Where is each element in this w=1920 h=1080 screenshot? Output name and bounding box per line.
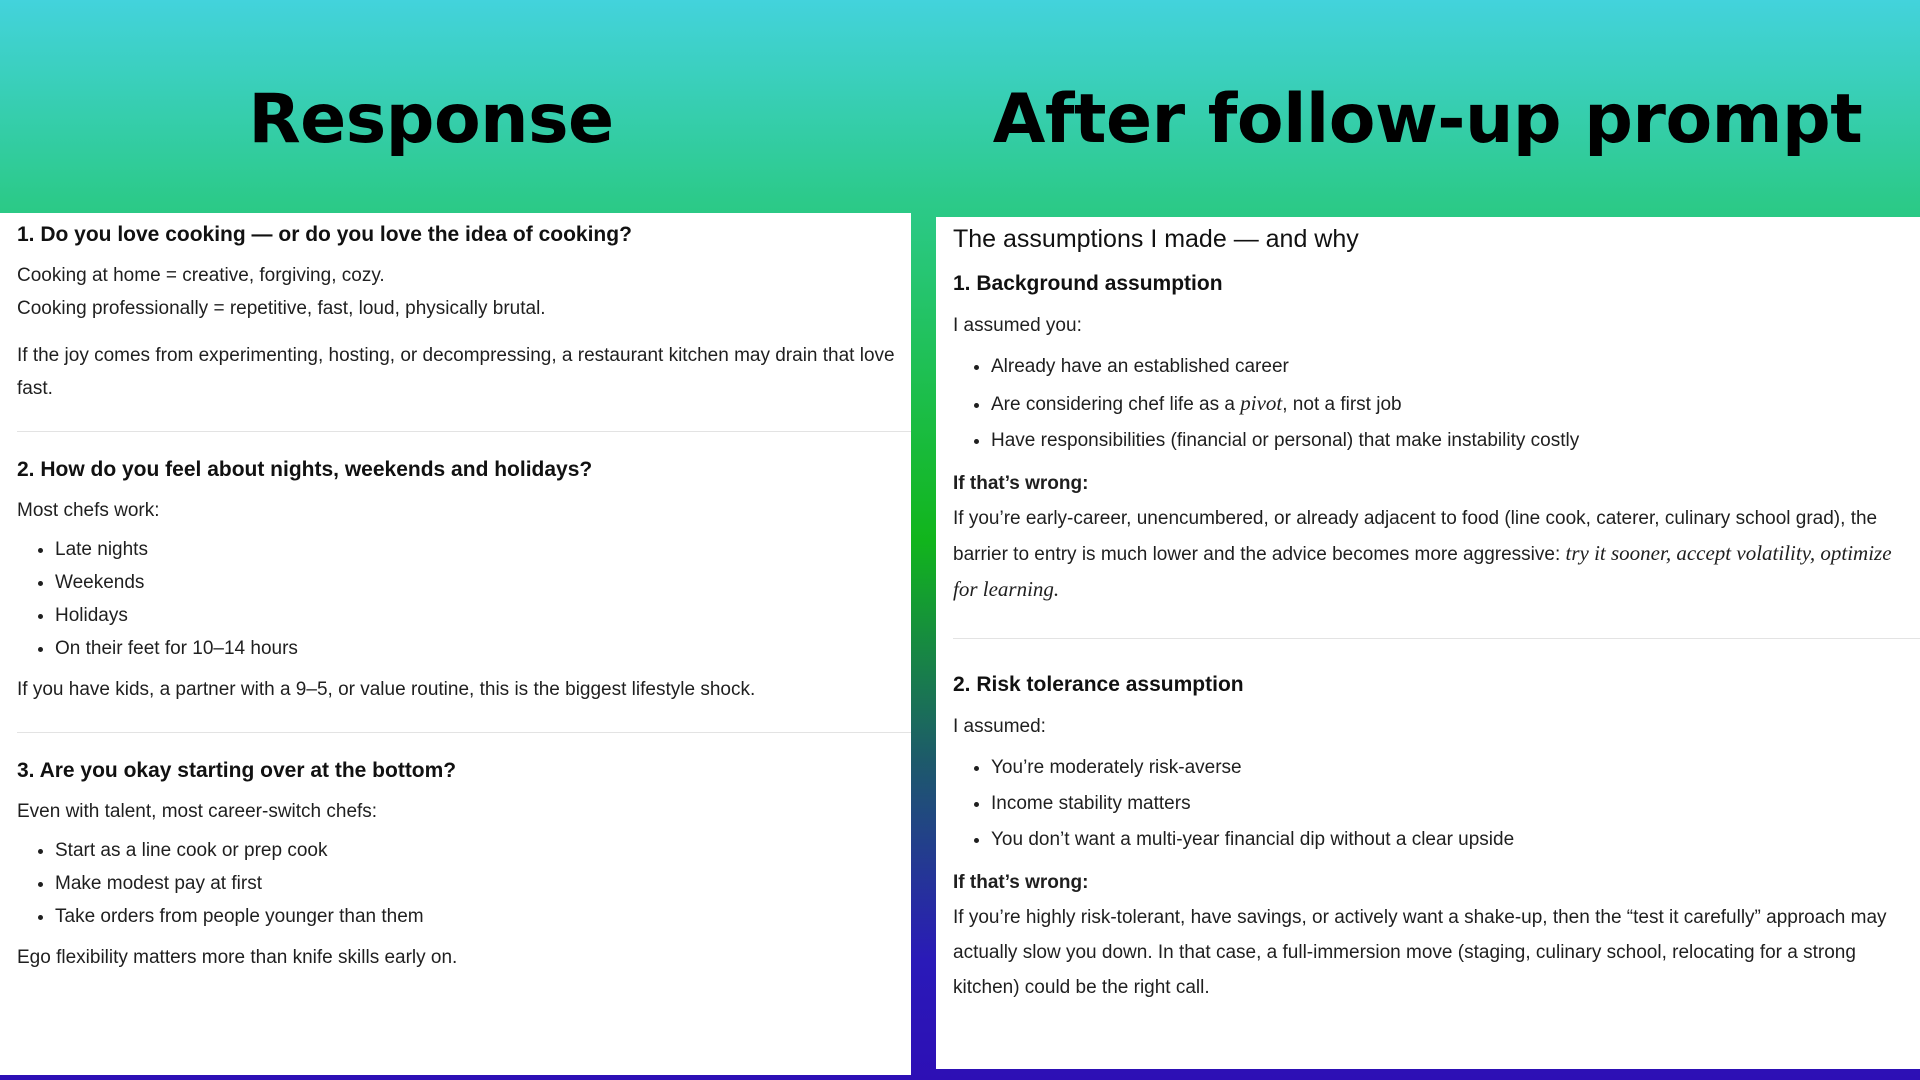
section-paragraph: Ego flexibility matters more than knife skills early on. (17, 947, 458, 968)
if-wrong-label: If that’s wrong: (953, 473, 1089, 494)
bullet-list (953, 349, 1910, 459)
if-wrong-paragraph: If you’re highly risk-tolerant, have savings, or actively want a shake-up, then the “test it carefully” approach may actually slow you down. In that case, a full-immersion move (staging, culinary school, relocating for a strong kitchen) could be the right call. (953, 907, 1887, 998)
section-title: 1. Background assumption (953, 272, 1223, 295)
section-intro: Even with talent, most career-switch chefs: (17, 801, 378, 822)
follow-up-panel (936, 217, 1920, 1069)
list-item: • Already have an established career (991, 349, 1910, 385)
text-line: Cooking at home = creative, forgiving, cozy. (17, 265, 385, 286)
section-title: 2. How do you feel about nights, weekends and holidays? (17, 458, 593, 481)
section-intro: I assumed: (953, 716, 1046, 737)
list-item: • You’re moderately risk-averse (991, 750, 1910, 786)
list-item: • Late nights (55, 533, 901, 566)
list-item (991, 385, 1910, 423)
list-item: • Income stability matters (991, 786, 1910, 822)
list-item: • On their feet for 10–14 hours (55, 632, 901, 665)
bullet-list (17, 533, 901, 665)
section-nights-weekends (17, 458, 911, 706)
if-wrong-label: If that’s wrong: (953, 872, 1089, 893)
list-item: • Make modest pay at first (55, 867, 901, 900)
section-paragraph: If the joy comes from experimenting, hosting, or decompressing, a restaurant kitchen may drain that love fast. (17, 345, 895, 399)
list-item: • Start as a line cook or prep cook (55, 834, 901, 867)
list-item: • You don’t want a multi-year financial dip without a clear upside (991, 822, 1910, 858)
section-background-assumption (953, 272, 1920, 608)
section-title: 2. Risk tolerance assumption (953, 673, 1244, 696)
list-item: • Holidays (55, 599, 901, 632)
section-paragraph: If you have kids, a partner with a 9–5, or value routine, this is the biggest lifestyle shock. (17, 679, 756, 700)
section-intro: I assumed you: (953, 315, 1082, 336)
section-intro: Most chefs work: (17, 500, 160, 521)
if-wrong-paragraph (953, 501, 1910, 608)
list-item: • Weekends (55, 566, 901, 599)
section-title: 3. Are you okay starting over at the bottom? (17, 759, 457, 782)
emphasis-text: try it sooner, accept volatility, optimize for learning. (953, 541, 1892, 601)
paragraph-text: If you’re early-career, unencumbered, or already adjacent to food (line cook, caterer, culinary school grad), the barrier to entry is much lower and the advice becomes more aggressive: (953, 508, 1878, 565)
panel-title: The assumptions I made — and why (953, 225, 1359, 253)
list-item: • Have responsibilities (financial or personal) that make instability costly (991, 423, 1910, 459)
divider (17, 732, 911, 733)
text-line: Cooking professionally = repetitive, fast, loud, physically brutal. (17, 298, 546, 319)
bullet-list (953, 750, 1910, 858)
section-starting-over (17, 759, 911, 974)
heading-response: Response (248, 80, 614, 159)
section-risk-tolerance (953, 673, 1920, 1005)
list-item: • Take orders from people younger than them (55, 900, 901, 933)
emphasis-text: pivot (1240, 391, 1283, 415)
list-item-text: , not a first job (1282, 394, 1402, 415)
response-panel (0, 213, 911, 1075)
heading-after-follow-up: After follow-up prompt (992, 80, 1863, 159)
bullet-list (17, 834, 901, 933)
divider (953, 638, 1920, 639)
section-love-cooking (17, 223, 911, 405)
section-title: 1. Do you love cooking — or do you love the idea of cooking? (17, 223, 632, 246)
list-item-text: Are considering chef life as a (991, 394, 1241, 415)
divider (17, 431, 911, 432)
